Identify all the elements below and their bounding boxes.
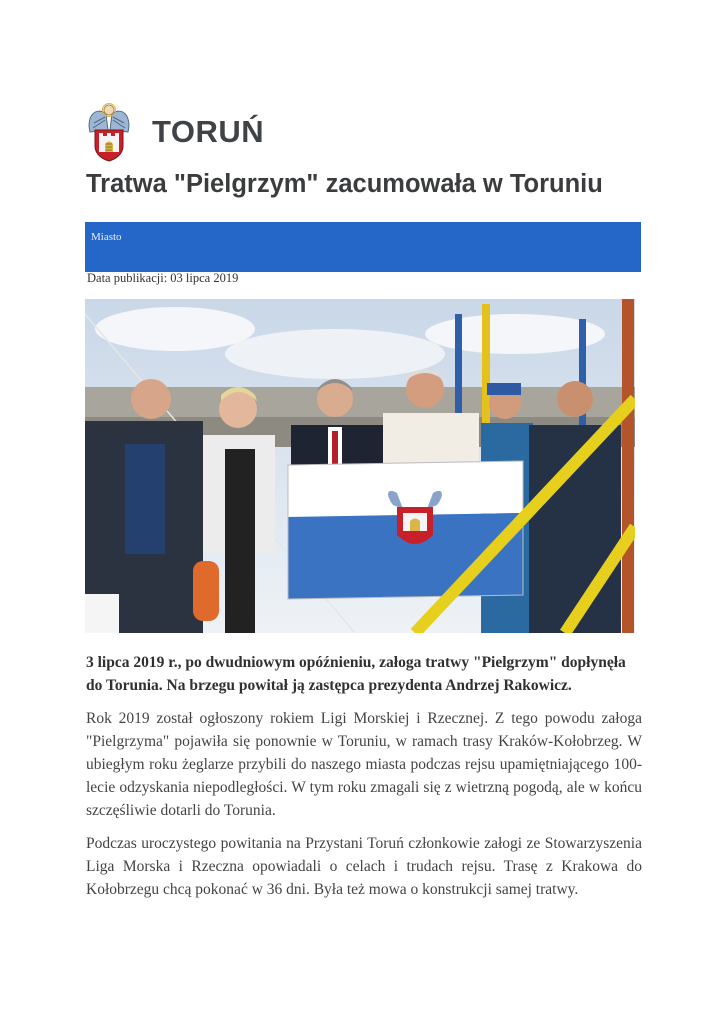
article-lead: 3 lipca 2019 r., po dwudniowym opóźnieniu, załoga tratwy "Pielgrzym" dopłynęła do Torunia. Na brzegu powitał ją zastępca prezydenta Andrzej Rakowicz.	[86, 654, 626, 694]
torun-coat-of-arms-icon	[86, 102, 132, 162]
brand-name[interactable]: TORUŃ	[152, 114, 265, 149]
category-bar	[85, 222, 641, 272]
publication-date: Data publikacji: 03 lipca 2019	[87, 271, 239, 285]
article-paragraph: Rok 2019 został ogłoszony rokiem Ligi Morskiej i Rzecznej. Z tego powodu załoga "Pielgrzyma" pojawiła się ponownie w Toruniu, w ramach trasy Kraków-Kołobrzeg. W ubiegłym roku żeglarze przybili do naszego miasta podczas rejsu upamiętniającego 100-lecie odzyskania niepodległości. W tym roku zmagali się z wietrzną pogodą, ale w końcu szczęśliwie dotarli do Torunia.	[86, 710, 642, 819]
category-label[interactable]: Miasto	[91, 231, 122, 243]
article-paragraph: Podczas uroczystego powitania na Przystani Toruń członkowie załogi ze Stowarzyszenia Liga Morska i Rzeczna opowiadali o celach i trudach rejsu. Trasę z Krakowa do Kołobrzegu chcą pokonać w 36 dni. Była też mowa o konstrukcji samej tratwy.	[86, 835, 642, 898]
article-title: Tratwa "Pielgrzym" zacumowała w Toruniu	[86, 170, 603, 198]
article-photo	[85, 299, 635, 633]
site-header	[86, 102, 264, 162]
